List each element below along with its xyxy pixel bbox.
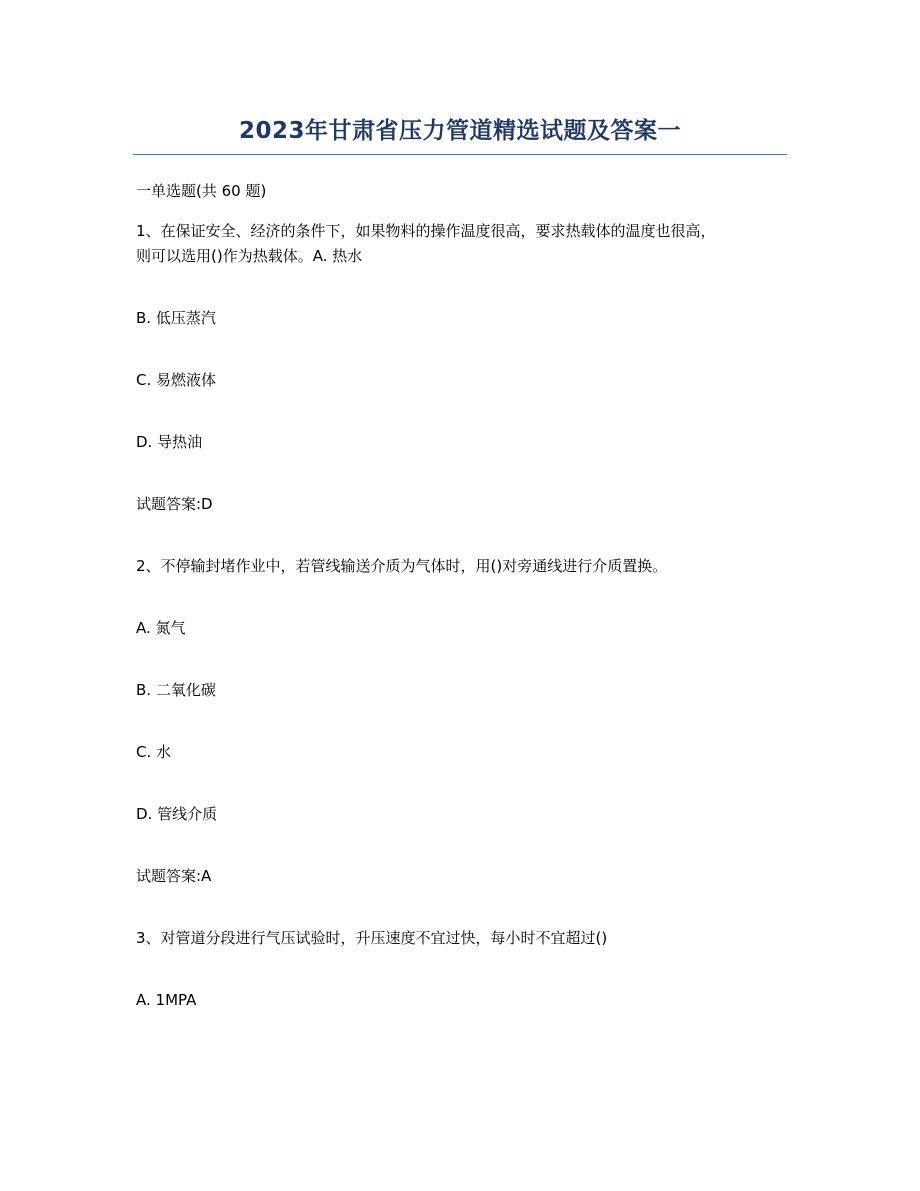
question-2-option-b: B. 二氧化碳 xyxy=(136,681,216,699)
title-underline xyxy=(133,154,787,155)
question-2-stem: 2、不停输封堵作业中，若管线输送介质为气体时，用()对旁通线进行介质置换。 xyxy=(136,557,668,575)
question-3-option-a: A. 1MPA xyxy=(136,991,197,1009)
question-2-option-d: D. 管线介质 xyxy=(136,805,218,823)
question-2-answer: 试题答案:A xyxy=(136,867,212,885)
question-2-option-a: A. 氮气 xyxy=(136,619,186,637)
question-1-stem-line-1: 1、在保证安全、经济的条件下，如果物料的操作温度很高，要求热载体的温度也很高， xyxy=(136,222,716,240)
section-heading: 一单选题(共 60 题) xyxy=(136,182,267,200)
question-1-option-d: D. 导热油 xyxy=(136,433,203,451)
question-1-stem-line-2: 则可以选用()作为热载体。A. 热水 xyxy=(136,247,363,265)
question-1-answer: 试题答案:D xyxy=(136,495,213,513)
document-title: 2023年甘肃省压力管道精选试题及答案一 xyxy=(238,118,681,144)
question-1-option-c: C. 易燃液体 xyxy=(136,371,217,389)
question-1-stem xyxy=(136,219,796,269)
question-1-option-b: B. 低压蒸汽 xyxy=(136,309,216,327)
question-2-option-c: C. 水 xyxy=(136,743,172,761)
question-3-stem: 3、对管道分段进行气压试验时，升压速度不宜过快，每小时不宜超过() xyxy=(136,929,608,947)
